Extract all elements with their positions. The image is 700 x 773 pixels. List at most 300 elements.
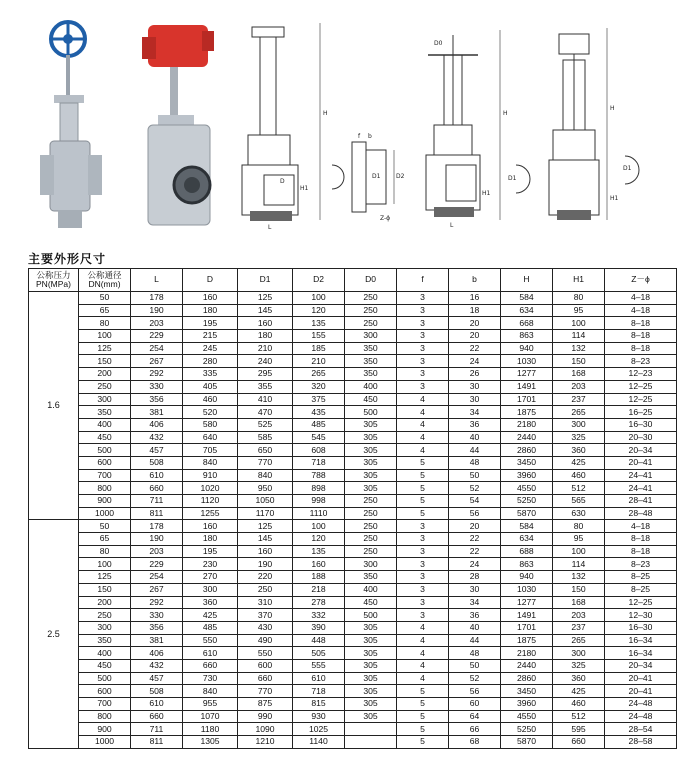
table-cell: 4 [397, 621, 449, 634]
table-cell: 460 [183, 393, 238, 406]
table-cell: 1120 [183, 495, 238, 508]
table-cell: 229 [131, 330, 183, 343]
fig5-d1-label: D1 [508, 175, 517, 182]
fig4-f-label: f [358, 133, 361, 140]
table-cell: 2860 [501, 672, 553, 685]
table-cell: 40 [449, 621, 501, 634]
table-row [29, 304, 677, 317]
table-cell: 545 [293, 431, 345, 444]
table-cell: 350 [345, 342, 397, 355]
table-cell: 3 [397, 520, 449, 533]
table-cell: 460 [553, 698, 605, 711]
fig4-b-label: b [368, 133, 372, 140]
table-cell: 3960 [501, 698, 553, 711]
table-cell: 1170 [238, 507, 293, 520]
table-cell: 610 [183, 647, 238, 660]
table-cell: 60 [449, 698, 501, 711]
table-cell: 150 [79, 583, 131, 596]
table-cell: 325 [553, 431, 605, 444]
table-cell: 218 [293, 583, 345, 596]
table-cell: 5870 [501, 736, 553, 749]
table-cell: 900 [79, 723, 131, 736]
table-cell: 840 [238, 469, 293, 482]
pressure-group-cell: 1.6 [29, 292, 79, 520]
table-cell: 325 [553, 659, 605, 672]
table-row [29, 330, 677, 343]
table-cell: 450 [79, 431, 131, 444]
table-cell: 4 [397, 418, 449, 431]
table-cell: 178 [131, 292, 183, 305]
table-cell: 815 [293, 698, 345, 711]
table-cell: 350 [345, 355, 397, 368]
table-cell: 48 [449, 647, 501, 660]
table-cell [345, 736, 397, 749]
table-cell: 811 [131, 736, 183, 749]
table-cell: 485 [293, 418, 345, 431]
table-cell: 2860 [501, 444, 553, 457]
table-cell: 215 [183, 330, 238, 343]
table-cell: 278 [293, 596, 345, 609]
table-cell: 600 [79, 685, 131, 698]
table-cell: 305 [345, 659, 397, 672]
table-cell: 500 [345, 406, 397, 419]
fig4-zphi-label: Z-ϕ [380, 215, 391, 222]
table-cell: 711 [131, 723, 183, 736]
fig5-l-label: L [450, 222, 454, 229]
table-cell: 584 [501, 292, 553, 305]
table-cell: 168 [553, 368, 605, 381]
table-row [29, 634, 677, 647]
header-d2: D2 [293, 269, 345, 292]
table-cell: 1140 [293, 736, 345, 749]
table-cell: 500 [79, 444, 131, 457]
table-cell: 8–18 [605, 545, 677, 558]
table-cell: 406 [131, 647, 183, 660]
table-cell: 300 [79, 621, 131, 634]
table-cell: 332 [293, 609, 345, 622]
table-cell: 5 [397, 507, 449, 520]
table-cell: 250 [345, 495, 397, 508]
table-cell: 12–25 [605, 393, 677, 406]
table-cell: 450 [79, 659, 131, 672]
table-cell: 457 [131, 444, 183, 457]
table-cell: 435 [293, 406, 345, 419]
table-row [29, 355, 677, 368]
table-cell: 8–25 [605, 571, 677, 584]
table-row [29, 723, 677, 736]
table-cell: 718 [293, 456, 345, 469]
table-cell: 1491 [501, 609, 553, 622]
table-cell: 44 [449, 634, 501, 647]
table-cell: 585 [238, 431, 293, 444]
table-cell: 267 [131, 355, 183, 368]
table-cell: 160 [293, 558, 345, 571]
table-cell: 16 [449, 292, 501, 305]
table-cell: 3 [397, 317, 449, 330]
table-cell: 292 [131, 368, 183, 381]
table-cell: 20–41 [605, 672, 677, 685]
table-row [29, 685, 677, 698]
table-cell: 24–48 [605, 710, 677, 723]
table-cell: 1110 [293, 507, 345, 520]
table-cell: 811 [131, 507, 183, 520]
table-cell: 400 [345, 380, 397, 393]
table-cell: 5250 [501, 495, 553, 508]
table-cell: 788 [293, 469, 345, 482]
table-cell: 26 [449, 368, 501, 381]
table-cell: 990 [238, 710, 293, 723]
table-cell: 28–48 [605, 507, 677, 520]
gate-valve-drawing-3 [545, 20, 655, 230]
table-cell: 305 [345, 672, 397, 685]
table-cell: 432 [131, 431, 183, 444]
table-row [29, 609, 677, 622]
table-cell: 203 [553, 380, 605, 393]
table-cell: 24 [449, 355, 501, 368]
table-cell: 125 [238, 520, 293, 533]
table-cell: 52 [449, 482, 501, 495]
table-cell: 8–18 [605, 317, 677, 330]
table-cell: 580 [183, 418, 238, 431]
table-cell: 12–23 [605, 368, 677, 381]
table-cell: 360 [183, 596, 238, 609]
fig5-h-label: H [503, 110, 508, 117]
table-cell: 100 [79, 558, 131, 571]
table-cell: 300 [553, 647, 605, 660]
table-cell: 350 [79, 634, 131, 647]
table-cell: 3 [397, 609, 449, 622]
table-cell: 400 [79, 418, 131, 431]
table-cell: 490 [238, 634, 293, 647]
table-cell: 210 [293, 355, 345, 368]
table-cell: 305 [345, 444, 397, 457]
table-cell: 195 [183, 545, 238, 558]
table-cell: 1701 [501, 621, 553, 634]
table-cell: 20–34 [605, 659, 677, 672]
table-cell: 48 [449, 456, 501, 469]
table-cell: 240 [238, 355, 293, 368]
table-cell: 1305 [183, 736, 238, 749]
table-cell: 4 [397, 672, 449, 685]
table-cell: 80 [553, 292, 605, 305]
table-cell: 863 [501, 558, 553, 571]
table-cell: 20–34 [605, 444, 677, 457]
table-cell: 3 [397, 533, 449, 546]
table-cell: 100 [293, 292, 345, 305]
table-body [29, 292, 677, 749]
table-cell: 4 [397, 431, 449, 444]
table-cell: 4550 [501, 710, 553, 723]
table-cell: 56 [449, 685, 501, 698]
table-cell: 1491 [501, 380, 553, 393]
table-cell: 370 [238, 609, 293, 622]
table-cell: 355 [238, 380, 293, 393]
table-cell: 5 [397, 710, 449, 723]
table-cell: 50 [79, 520, 131, 533]
table-cell: 265 [293, 368, 345, 381]
table-cell: 210 [238, 342, 293, 355]
table-cell: 550 [183, 634, 238, 647]
table-cell: 265 [553, 406, 605, 419]
table-cell: 2180 [501, 647, 553, 660]
table-cell: 160 [183, 292, 238, 305]
table-cell: 180 [238, 330, 293, 343]
table-row [29, 495, 677, 508]
table-cell: 24–48 [605, 698, 677, 711]
table-cell: 237 [553, 393, 605, 406]
header-row [29, 269, 677, 292]
table-cell: 668 [501, 317, 553, 330]
table-cell: 485 [183, 621, 238, 634]
table-cell: 555 [293, 659, 345, 672]
table-cell: 2440 [501, 431, 553, 444]
table-cell: 350 [79, 406, 131, 419]
table-cell: 68 [449, 736, 501, 749]
gate-valve-drawing-1 [240, 15, 350, 230]
table-cell: 688 [501, 545, 553, 558]
header-d: D [183, 269, 238, 292]
table-cell: 100 [79, 330, 131, 343]
table-cell: 160 [238, 317, 293, 330]
table-cell: 80 [79, 545, 131, 558]
table-cell: 1090 [238, 723, 293, 736]
table-cell: 160 [238, 545, 293, 558]
table-cell: 711 [131, 495, 183, 508]
table-row [29, 558, 677, 571]
header-pn: 公称压力 PN(MPa) [29, 269, 79, 292]
table-cell: 300 [345, 558, 397, 571]
table-cell: 280 [183, 355, 238, 368]
table-cell: 245 [183, 342, 238, 355]
table-cell: 5 [397, 456, 449, 469]
table-cell: 305 [345, 634, 397, 647]
table-cell: 1180 [183, 723, 238, 736]
header-d1: D1 [238, 269, 293, 292]
table-cell: 900 [79, 495, 131, 508]
table-cell: 660 [131, 482, 183, 495]
table-cell: 168 [553, 596, 605, 609]
table-cell: 8–18 [605, 342, 677, 355]
table-cell: 998 [293, 495, 345, 508]
table-cell: 512 [553, 710, 605, 723]
table-cell: 40 [449, 431, 501, 444]
table-cell: 36 [449, 609, 501, 622]
table-cell: 1210 [238, 736, 293, 749]
table-cell: 250 [79, 609, 131, 622]
table-cell: 292 [131, 596, 183, 609]
table-cell: 630 [553, 507, 605, 520]
table-cell: 203 [131, 545, 183, 558]
table-cell: 305 [345, 698, 397, 711]
table-cell: 200 [79, 368, 131, 381]
table-cell: 425 [553, 685, 605, 698]
table-cell: 660 [238, 672, 293, 685]
table-cell: 2180 [501, 418, 553, 431]
table-cell: 24–41 [605, 469, 677, 482]
table-cell: 135 [293, 317, 345, 330]
table-cell: 634 [501, 304, 553, 317]
table-cell: 660 [131, 710, 183, 723]
table-cell: 188 [293, 571, 345, 584]
table-cell: 3450 [501, 456, 553, 469]
table-cell: 634 [501, 533, 553, 546]
table-cell: 8–25 [605, 583, 677, 596]
section-title: 主要外形尺寸 [28, 252, 107, 266]
table-cell: 20–41 [605, 685, 677, 698]
table-row [29, 444, 677, 457]
table-cell: 28–54 [605, 723, 677, 736]
table-cell: 22 [449, 545, 501, 558]
table-cell: 30 [449, 583, 501, 596]
table-cell: 800 [79, 482, 131, 495]
header-l: L [131, 269, 183, 292]
table-cell: 295 [238, 368, 293, 381]
table-cell: 608 [293, 444, 345, 457]
table-cell: 457 [131, 672, 183, 685]
table-row [29, 621, 677, 634]
table-cell: 22 [449, 533, 501, 546]
table-cell: 12–25 [605, 596, 677, 609]
table-cell: 8–18 [605, 533, 677, 546]
table-cell: 132 [553, 342, 605, 355]
table-cell: 840 [183, 456, 238, 469]
table-cell: 44 [449, 444, 501, 457]
table-cell: 875 [238, 698, 293, 711]
table-cell: 305 [345, 418, 397, 431]
table-cell: 3 [397, 368, 449, 381]
table-cell: 4550 [501, 482, 553, 495]
table-cell: 705 [183, 444, 238, 457]
dimensions-table [28, 268, 677, 749]
table-cell: 180 [183, 304, 238, 317]
table-cell: 237 [553, 621, 605, 634]
table-cell: 950 [238, 482, 293, 495]
table-cell: 1050 [238, 495, 293, 508]
header-dn: 公称通径 DN(mm) [79, 269, 131, 292]
table-row [29, 406, 677, 419]
table-cell: 120 [293, 533, 345, 546]
table-cell: 300 [345, 330, 397, 343]
handwheel-gate-valve-photo [40, 15, 120, 230]
table-cell: 3450 [501, 685, 553, 698]
table-cell: 508 [131, 685, 183, 698]
table-cell: 64 [449, 710, 501, 723]
table-cell: 800 [79, 710, 131, 723]
table-cell: 330 [131, 609, 183, 622]
table-cell: 3960 [501, 469, 553, 482]
flange-detail-drawing [350, 130, 410, 225]
table-cell: 56 [449, 507, 501, 520]
table-cell: 5 [397, 698, 449, 711]
table-cell: 203 [131, 317, 183, 330]
table-cell: 20 [449, 520, 501, 533]
fig6-d1-label: D1 [623, 165, 632, 172]
table-cell: 5 [397, 736, 449, 749]
table-cell: 150 [79, 355, 131, 368]
table-cell: 512 [553, 482, 605, 495]
table-cell: 178 [131, 520, 183, 533]
table-row [29, 647, 677, 660]
table-cell: 610 [293, 672, 345, 685]
table-cell: 220 [238, 571, 293, 584]
table-cell: 940 [501, 342, 553, 355]
fig5-d0-label: D0 [434, 40, 443, 47]
table-cell: 356 [131, 621, 183, 634]
table-cell: 660 [553, 736, 605, 749]
table-cell: 320 [293, 380, 345, 393]
table-row [29, 672, 677, 685]
fig6-h1-label: H1 [610, 195, 619, 202]
table-cell: 132 [553, 571, 605, 584]
table-cell: 190 [131, 533, 183, 546]
table-cell: 16–34 [605, 647, 677, 660]
table-cell [345, 723, 397, 736]
table-cell: 500 [79, 672, 131, 685]
table-cell: 100 [553, 545, 605, 558]
table-cell: 955 [183, 698, 238, 711]
table-row [29, 596, 677, 609]
table-row [29, 659, 677, 672]
table-cell: 360 [553, 444, 605, 457]
table-cell: 12–30 [605, 609, 677, 622]
table-cell: 190 [131, 304, 183, 317]
table-cell: 381 [131, 634, 183, 647]
table-cell: 160 [183, 520, 238, 533]
table-cell: 305 [345, 685, 397, 698]
table-cell: 1255 [183, 507, 238, 520]
table-cell: 8–18 [605, 330, 677, 343]
table-cell: 584 [501, 520, 553, 533]
table-cell: 185 [293, 342, 345, 355]
table-cell: 550 [238, 647, 293, 660]
fig4-d2-label: D2 [396, 173, 405, 180]
table-cell: 250 [345, 292, 397, 305]
table-cell: 80 [79, 317, 131, 330]
table-cell: 335 [183, 368, 238, 381]
table-cell: 425 [183, 609, 238, 622]
table-cell: 3 [397, 342, 449, 355]
table-row [29, 393, 677, 406]
table-cell: 310 [238, 596, 293, 609]
fig3-l-label: L [268, 224, 272, 230]
table-cell: 305 [345, 456, 397, 469]
table-cell: 3 [397, 545, 449, 558]
table-cell: 8–23 [605, 355, 677, 368]
table-cell: 700 [79, 469, 131, 482]
table-cell: 300 [79, 393, 131, 406]
table-cell: 4 [397, 647, 449, 660]
table-cell: 600 [79, 456, 131, 469]
table-row [29, 710, 677, 723]
table-cell: 1000 [79, 736, 131, 749]
table-cell: 66 [449, 723, 501, 736]
header-b: b [449, 269, 501, 292]
table-cell: 50 [449, 469, 501, 482]
table-cell: 125 [79, 571, 131, 584]
table-cell: 4–18 [605, 304, 677, 317]
table-cell: 50 [79, 292, 131, 305]
table-cell: 100 [553, 317, 605, 330]
table-cell: 16–30 [605, 621, 677, 634]
table-cell: 300 [553, 418, 605, 431]
table-cell: 80 [553, 520, 605, 533]
table-cell: 150 [553, 583, 605, 596]
table-cell: 3 [397, 380, 449, 393]
table-cell: 5870 [501, 507, 553, 520]
table-cell: 520 [183, 406, 238, 419]
table-cell: 405 [183, 380, 238, 393]
table-cell: 36 [449, 418, 501, 431]
